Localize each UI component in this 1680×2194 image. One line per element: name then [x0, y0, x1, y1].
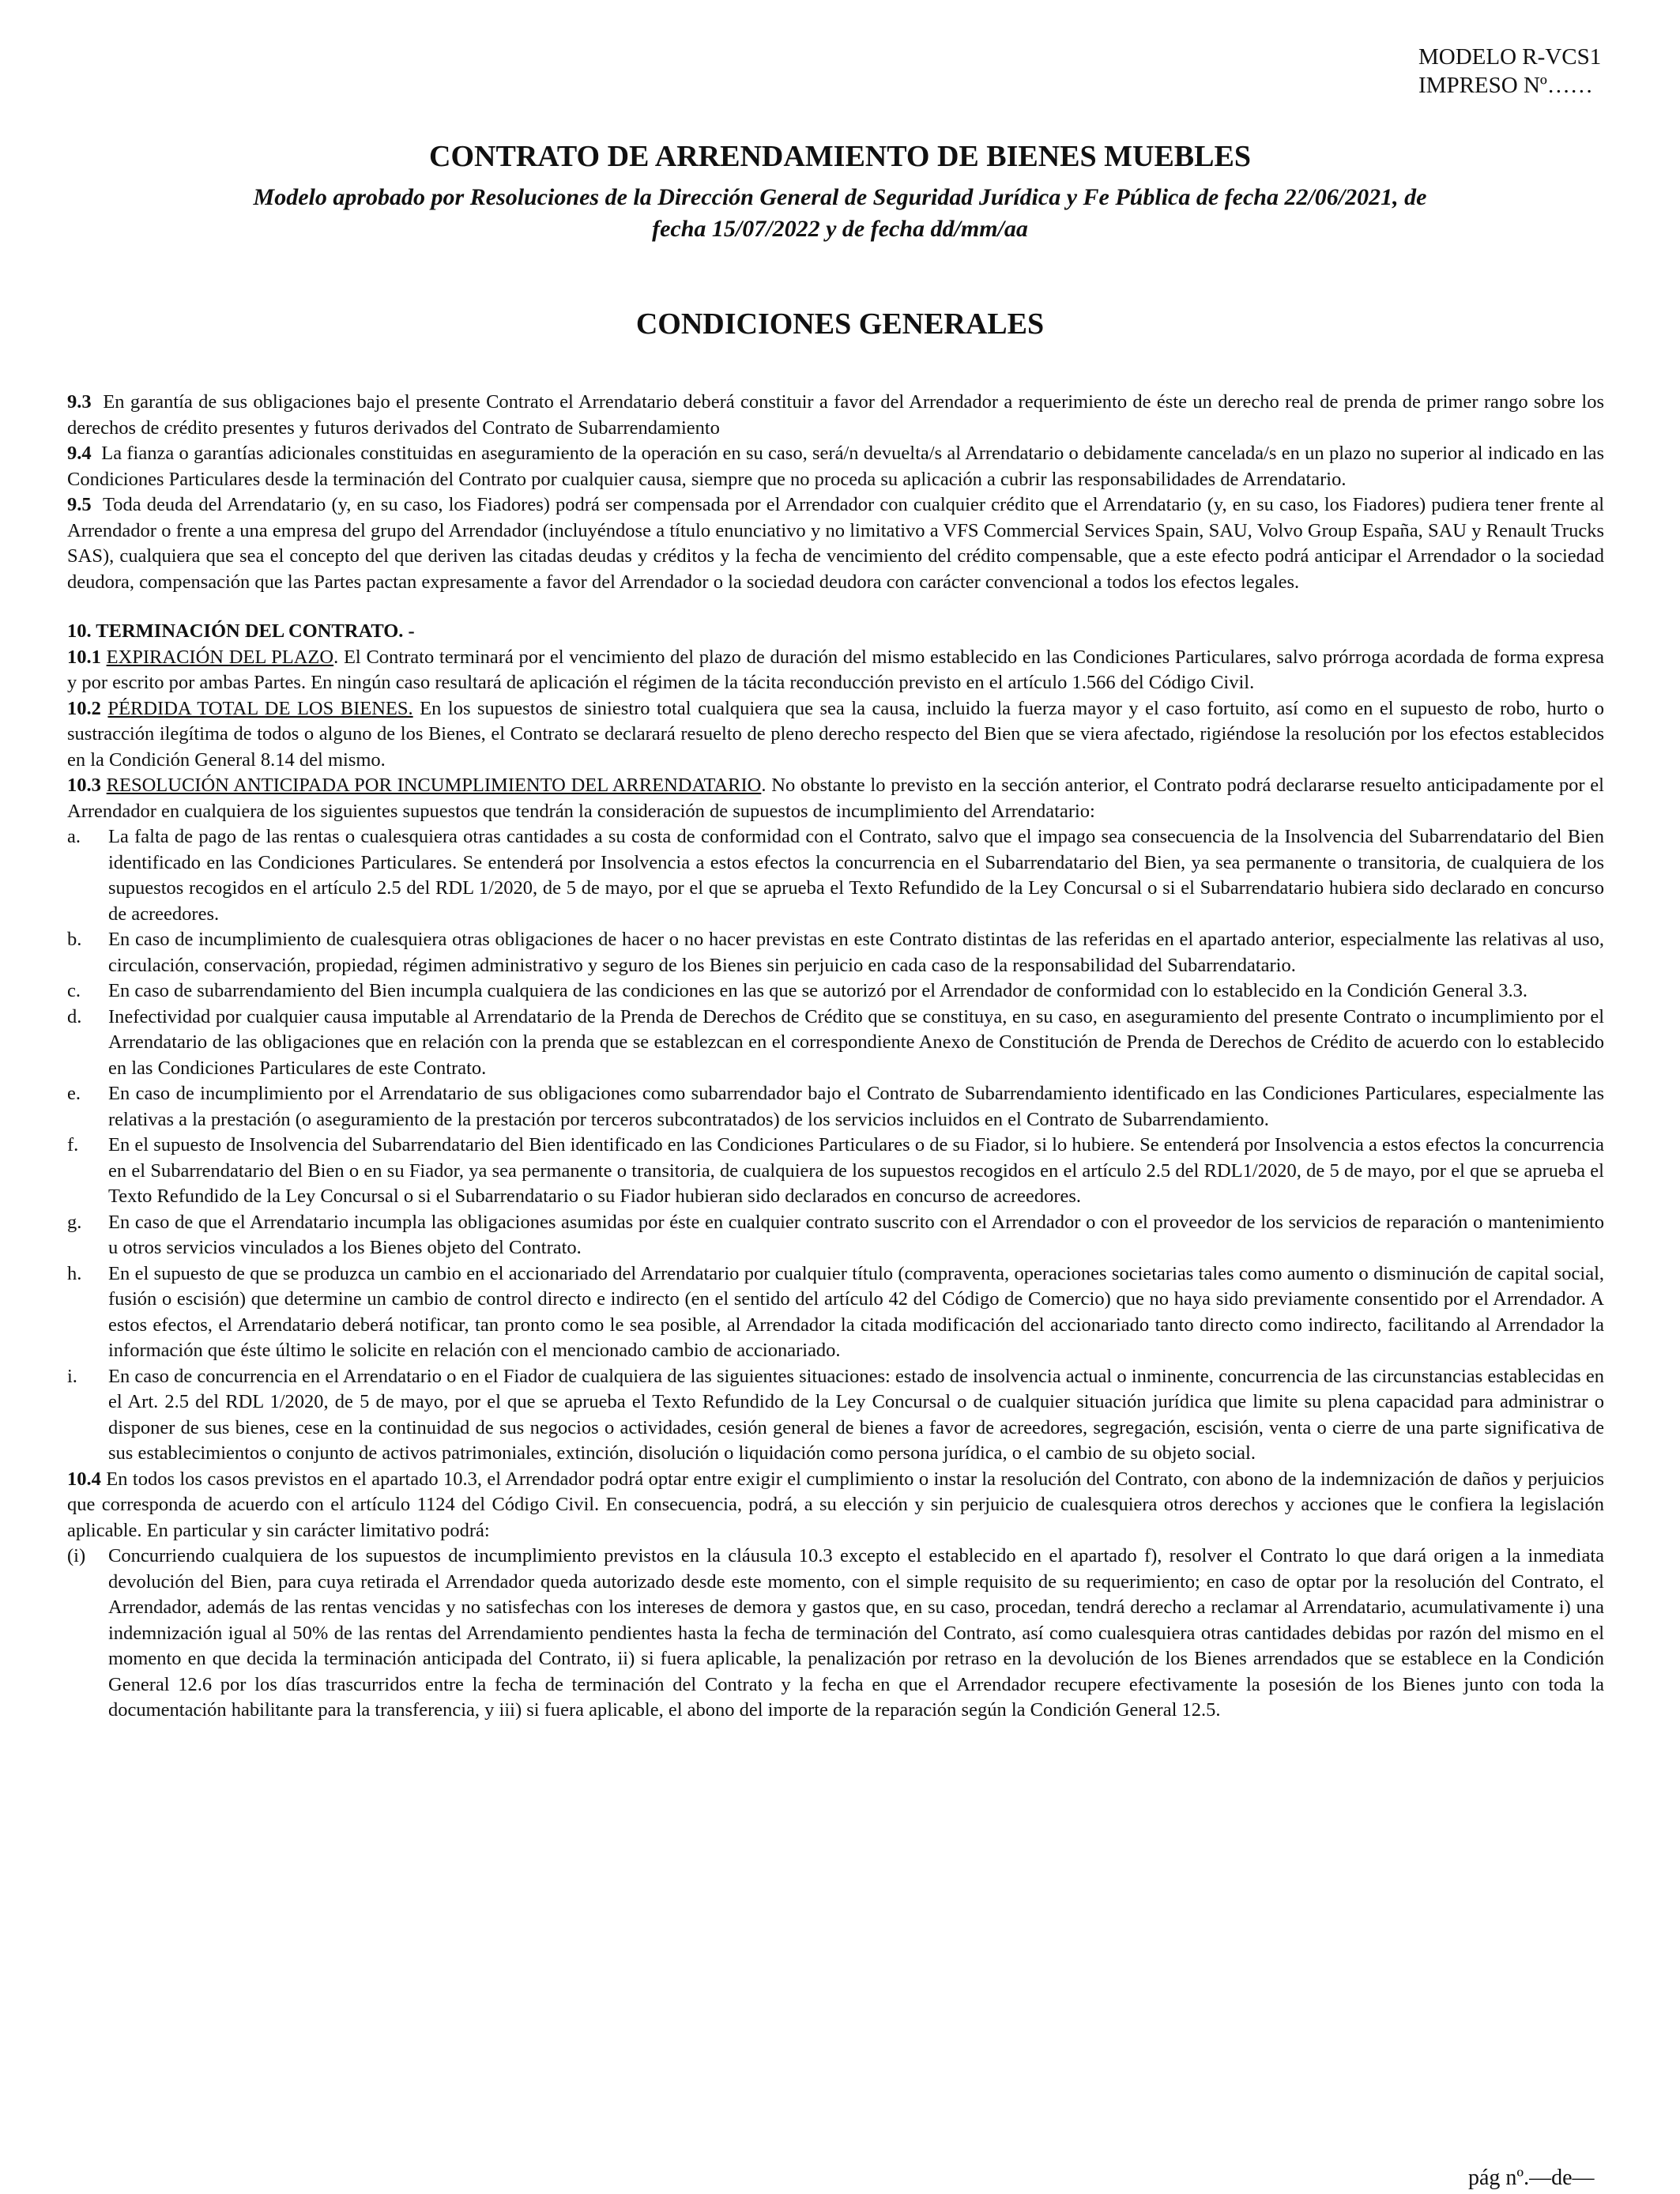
list-item	[67, 824, 1604, 927]
list-item-label: g.	[67, 1211, 82, 1233]
list-item-text: La falta de pago de las rentas o cualesquiera otras cantidades a su costa de conformidad con el Contrato, salvo que el impago sea consecuencia de la Insolvencia del Subarrendatario del Bien identificado en las Condiciones Particulares. Se entenderá por Insolvencia a estos efectos la concurrencia en el Subarrendatario del Bien, ya sea permanente o transitoria, de cualquiera de los supuestos recogidos en el artículo 2.5 del RDL 1/2020, de 5 de mayo, por el que se aprueba el Texto Refundido de la Ley Concursal o si el Subarrendatario hubiera sido declarado en concurso de acreedores.	[108, 826, 1604, 925]
list-item-text: En caso de subarrendamiento del Bien incumpla cualquiera de las condiciones en las que se autorizó por el Arrendador de conformidad con lo establecido en la Condición General 3.3.	[108, 980, 1528, 1001]
list-item	[67, 1261, 1604, 1364]
clause-text: . El Contrato terminará por el vencimiento del plazo de duración del mismo establecido en las Condiciones Particulares, salvo prórroga acordada de forma expresa y por escrito por ambas Partes. En ningún caso resultará de aplicación el régimen de la tácita reconducción previsto en el artículo 1.566 del Código Civil.	[67, 646, 1604, 693]
clause-number: 10.2	[67, 697, 101, 719]
list-item	[67, 1005, 1604, 1082]
list-item-label: i.	[67, 1365, 77, 1387]
clause-number: 9.4	[67, 443, 92, 464]
list-item-text: En caso de incumplimiento por el Arrendatario de sus obligaciones como subarrendador bajo el Contrato de Subarrendamiento identificado en las Condiciones Particulares, especialmente las relativas a la prestación (o aseguramiento de la prestación por terceros subcontratados) de los servicios incluidos en el Contrato de Subarrendamiento.	[108, 1083, 1604, 1130]
clause-number: 10.3	[67, 775, 101, 796]
model-reference	[1418, 43, 1601, 100]
clause-label: PÉRDIDA TOTAL DE LOS BIENES.	[107, 697, 413, 719]
list-item-label: a.	[67, 826, 81, 847]
list-item-text: En el supuesto de que se produzca un cambio en el accionariado del Arrendatario por cualquier título (compraventa, operaciones societarias tales como aumento o disminución de capital social, fusión o escisión) que determine un cambio de control directo e indirecto (en el sentido del artículo 42 del Código de Comercio) que no haya sido previamente consentido por el Arrendador. A estos efectos, el Arrendatario deberá notificar, tan pronto como le sea posible, al Arrendador la citada modificación del accionariado tanto directo como indirecto, facilitando al Arrendador la información que éste último le solicite en relación con el mencionado cambio de accionariado.	[108, 1262, 1604, 1361]
document-title: CONTRATO DE ARRENDAMIENTO DE BIENES MUEBLES	[429, 140, 1251, 173]
clause-text: Toda deuda del Arrendatario (y, en su caso, los Fiadores) podrá ser compensada por el Arrendador con cualquier crédito que el Arrendatario (y, en su caso, los Fiadores) pudiera tener frente al Arrendador o frente a una empresa del grupo del Arrendador (incluyéndose a título enunciativo y no limitativo a VFS Commercial Services Spain, SAU, Volvo Group España, SAU y Renault Trucks SAS), cualquiera que sea el concepto del que deriven las citadas deudas y créditos y la fecha de vencimiento del crédito compensable, que a este efecto podrá anticipar el Arrendador o la sociedad deudora, compensación que las Partes pactan expresamente a favor del Arrendador o la sociedad deudora con carácter convencional a todos los efectos legales.	[67, 494, 1605, 593]
clause-label: EXPIRACIÓN DEL PLAZO	[106, 646, 334, 668]
clause-10-1	[67, 645, 1604, 696]
clause-text: . No obstante lo previsto en la sección anterior, el Contrato podrá declararse resuelto anticipadamente por el Arrendador en cualquiera de los siguientes supuestos que tendrán la consideración de supuestos de incumplimiento del Arrendatario:	[67, 775, 1604, 822]
print-number: IMPRESO Nº……	[1418, 73, 1593, 98]
list-item-label: e.	[67, 1083, 81, 1104]
list-item	[67, 1210, 1604, 1261]
clause-9-5	[67, 492, 1604, 595]
list-item	[67, 1081, 1604, 1133]
list-item-text: En el supuesto de Insolvencia del Subarrendatario del Bien identificado en las Condiciones Particulares o de su Fiador, si lo hubiere. Se entenderá por Insolvencia a estos efectos la concurrencia en el Subarrendatario del Bien o en su Fiador, ya sea permanente o transitoria, de cualquiera de los supuestos recogidos en el artículo 2.5 del RDL1/2020, de 5 de mayo, por el que se aprueba el Texto Refundido de la Ley Concursal o si el Subarrendatario o su Fiador hubieran sido declarados en concurso de acreedores.	[108, 1134, 1604, 1207]
list-item-label: c.	[67, 980, 81, 1001]
list-item-text: Inefectividad por cualquier causa imputable al Arrendatario de la Prenda de Derechos de Crédito que se constituya, en su caso, en aseguramiento del presente Contrato o incumplimiento por el Arrendatario de las obligaciones que en relación con la prenda que se establezcan en el correspondiente Anexo de Constitución de Prenda de Derechos de Crédito de acuerdo con lo establecido en las Condiciones Particulares de este Contrato.	[108, 1005, 1604, 1079]
list-item	[67, 1364, 1604, 1467]
list-item-text: En caso de incumplimiento de cualesquiera otras obligaciones de hacer o no hacer previstas en este Contrato distintas de las referidas en el apartado anterior, especialmente las relativas al uso, circulación, conservación, propiedad, régimen administrativo y seguro de los Bienes sin perjuicio en cada caso de la responsabilidad del Subarrendatario.	[108, 929, 1604, 976]
document-body	[67, 390, 1604, 1724]
clause-10-4	[67, 1467, 1604, 1544]
clause-number: 9.5	[67, 494, 92, 515]
clause-number: 10.1	[67, 646, 101, 668]
page-number: pág nº.—de—	[1468, 2166, 1595, 2190]
list-item-label: b.	[67, 929, 82, 950]
clause-10-3	[67, 773, 1604, 824]
list-item-text: Concurriendo cualquiera de los supuestos de incumplimiento previstos en la cláusula 10.3 excepto el establecido en el apartado f), resolver el Contrato lo que dará origen a la inmediata devolución del Bien, para cuya retirada el Arrendador queda autorizado desde este momento, con el simple requisito de su requerimiento; en caso de optar por la resolución del Contrato, el Arrendador, además de las rentas vencidas y no satisfechas con los intereses de demora y gastos que, en su caso, procedan, tendrá derecho a reclamar al Arrendatario, acumulativamente i) una indemnización igual al 50% de las rentas del Arrendamiento pendientes hasta la fecha de terminación del Contrato, así como cualesquiera otras cantidades debidas por razón del mismo en el momento en que decida la terminación anticipada del Contrato, ii) si fuera aplicable, la penalización por retraso en la devolución de los Bienes arrendados que se establece en la Condición General 12.6 por los días trascurridos entre la fecha de terminación del Contrato y la fecha en que el Arrendador recupere efectivamente la posesión de los Bienes junto con toda la documentación habilitante para la transferencia, y iii) si fuera aplicable, el abono del importe de la reparación según la Condición General 12.5.	[108, 1545, 1604, 1721]
list-item-text: En caso de que el Arrendatario incumpla las obligaciones asumidas por éste en cualquier contrato suscrito con el Arrendador o con el proveedor de los servicios de reparación o mantenimiento u otros servicios vinculados a los Bienes objeto del Contrato.	[108, 1211, 1604, 1258]
section-title: CONDICIONES GENERALES	[635, 307, 1045, 341]
list-item-label: f.	[67, 1134, 79, 1155]
list-item-label: h.	[67, 1262, 82, 1284]
clause-text: En todos los casos previstos en el apartado 10.3, el Arrendador podrá optar entre exigir el cumplimiento o instar la resolución del Contrato, con abono de la indemnización de daños y perjuicios que corresponda de acuerdo con el artículo 1124 del Código Civil. En consecuencia, podrá, a su elección y sin perjuicio de cualesquiera otros derechos y acciones que le confiera la legislación aplicable. En particular y sin carácter limitativo podrá:	[67, 1468, 1604, 1541]
clause-text: En garantía de sus obligaciones bajo el presente Contrato el Arrendatario deberá constituir a favor del Arrendador a requerimiento de éste un derecho real de prenda de primer rango sobre los derechos de crédito presentes y futuros derivados del Contrato de Subarrendamiento	[67, 391, 1604, 439]
list-item-label: (i)	[67, 1545, 86, 1566]
clause-number: 10.4	[67, 1468, 101, 1490]
subtitle-line-2: fecha 15/07/2022 y de fecha dd/mm/aa	[652, 216, 1028, 242]
document-subtitle	[142, 182, 1538, 245]
list-item-text: En caso de concurrencia en el Arrendatario o en el Fiador de cualquiera de las siguientes situaciones: estado de insolvencia actual o inminente, concurrencia de las circunstancias establecidas en el Art. 2.5 del RDL 1/2020, de 5 de mayo, por el que se aprueba el Texto Refundido de la Ley Concursal o de cualquier situación jurídica que limite su plena capacidad para administrar o disponer de sus bienes, cese en la continuidad de sus negocios o actividades, cesión general de bienes a favor de acreedores, segregación, escisión, venta o cierre de una parte significativa de sus establecimientos o conjunto de activos patrimoniales, extinción, disolución o liquidación como persona jurídica, o el cambio de su objeto social.	[108, 1365, 1604, 1464]
list-item	[67, 978, 1604, 1005]
clause-label: RESOLUCIÓN ANTICIPADA POR INCUMPLIMIENTO DEL ARRENDATARIO	[106, 775, 762, 796]
list-item	[67, 1133, 1604, 1210]
clause-number: 9.3	[67, 391, 92, 413]
model-code: MODELO R-VCS1	[1418, 44, 1602, 70]
clause-9-3	[67, 390, 1604, 441]
clause-10-2	[67, 696, 1604, 774]
list-item	[67, 1544, 1604, 1724]
list-item-label: d.	[67, 1005, 82, 1027]
clause-10-heading: 10. TERMINACIÓN DEL CONTRATO. -	[67, 620, 415, 642]
clause-text: La fianza o garantías adicionales constituidas en aseguramiento de la operación en su caso, será/n devuelta/s al Arrendatario o debidamente cancelada/s en un plazo no superior al indicado en las Condiciones Particulares desde la terminación del Contrato por cualquier causa, siempre que no proceda su aplicación a cubrir las responsabilidades de Arrendatario.	[67, 443, 1604, 490]
clause-text: En los supuestos de siniestro total cualquiera que sea la causa, incluido la fuerza mayor y el caso fortuito, así como en el supuesto de robo, hurto o sustracción ilegítima de todos o alguno de los Bienes, el Contrato se declarará resuelto de pleno derecho respecto del Bien que se viera afectado, rigiéndose la resolución por los efectos establecidos en la Condición General 8.14 del mismo.	[67, 697, 1605, 771]
clause-9-4	[67, 441, 1604, 492]
list-item	[67, 927, 1604, 978]
subtitle-line-1: Modelo aprobado por Resoluciones de la Dirección General de Seguridad Jurídica y Fe Pública de fecha 22/06/2021, de	[253, 184, 1427, 210]
